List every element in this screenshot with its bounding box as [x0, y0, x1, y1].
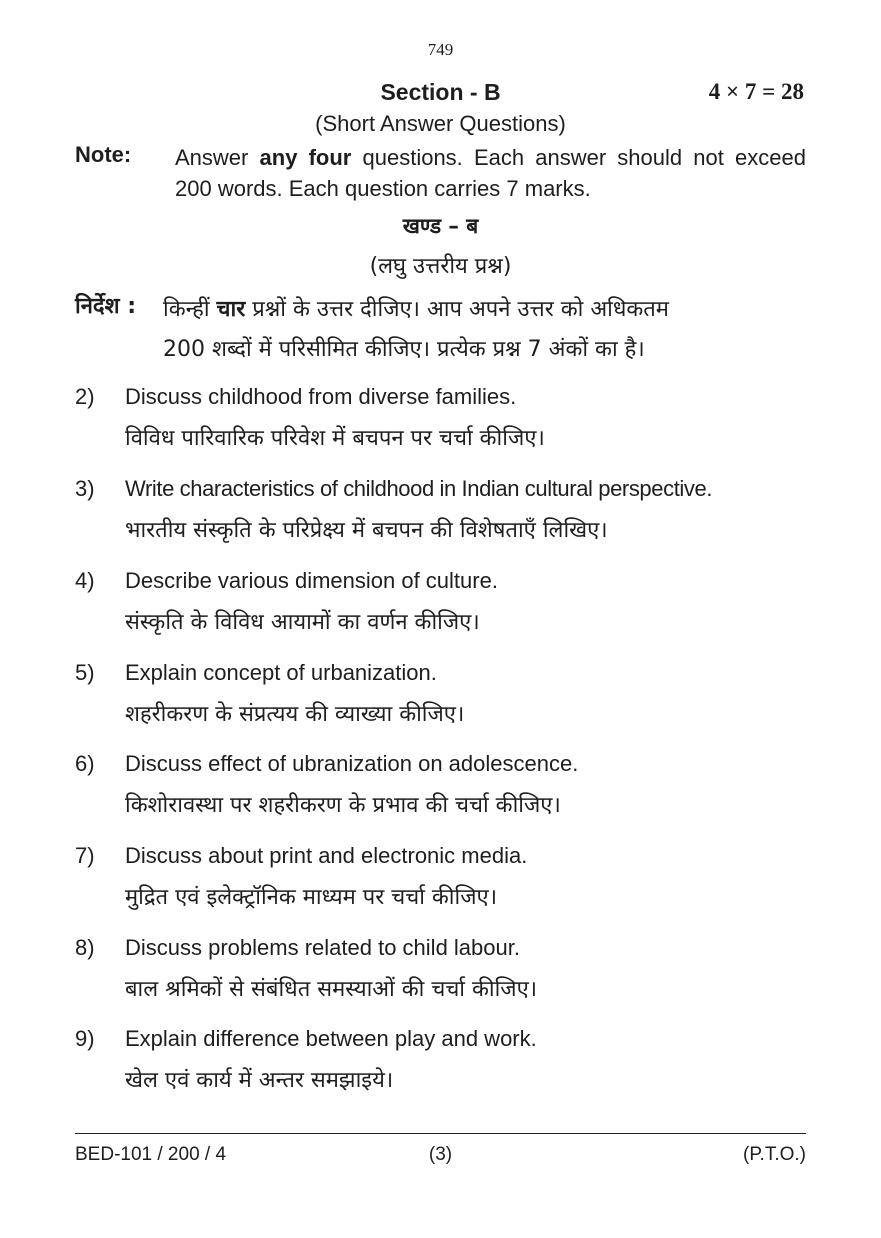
question-number: 8) — [75, 935, 95, 960]
question-hindi: संस्कृति के विविध आयामों का वर्णन कीजिए। — [125, 610, 480, 635]
note-label: Note: — [75, 142, 132, 167]
question-english: Discuss effect of ubranization on adolescence. — [125, 751, 579, 776]
hindi-section-title: खण्ड – ब — [402, 214, 479, 238]
question-hindi: बाल श्रमिकों से संबंधित समस्याओं की चर्चा कीजिए। — [125, 977, 538, 1002]
question-number: 6) — [75, 751, 95, 776]
question-english: Explain difference between play and work. — [125, 1026, 537, 1051]
section-title: Section - B — [380, 79, 501, 105]
note-text — [175, 142, 806, 204]
footer-page-number: (3) — [428, 1144, 453, 1165]
hindi-note-text — [163, 290, 806, 370]
footer-pto: (P.T.O.) — [743, 1144, 806, 1165]
question-number: 4) — [75, 568, 95, 593]
question-hindi: शहरीकरण के संप्रत्यय की व्याख्या कीजिए। — [125, 702, 465, 727]
section-marks: 4 × 7 = 28 — [708, 79, 804, 104]
question-number: 9) — [75, 1026, 95, 1051]
hindi-note-line2: 200 शब्दों में परिसीमित कीजिए। प्रत्येक प्रश्न 7 अंकों का है। — [163, 337, 645, 362]
question-english: Describe various dimension of culture. — [125, 568, 498, 593]
note-text-bold: any four — [259, 145, 352, 170]
hindi-note-label: निर्देश : — [75, 294, 137, 319]
question-english: Discuss childhood from diverse families. — [125, 384, 517, 409]
question-hindi: भारतीय संस्कृति के परिप्रेक्ष्य में बचपन की विशेषताएँ लिखिए। — [125, 518, 608, 543]
hindi-note-pre: किन्हीं — [163, 297, 217, 322]
note-text-post: questions. Each answer should not exceed 200 words. Each question carries 7 marks. — [175, 145, 806, 201]
question-english: Discuss about print and electronic media. — [125, 843, 528, 868]
question-hindi: खेल एवं कार्य में अन्तर समझाइये। — [125, 1068, 394, 1093]
question-number: 5) — [75, 660, 95, 685]
hindi-note-bold: चार — [216, 297, 246, 322]
question-english: Write characteristics of childhood in Indian cultural perspective. — [125, 476, 713, 501]
question-english: Discuss problems related to child labour. — [125, 935, 520, 960]
footer-divider — [75, 1133, 806, 1134]
question-number: 7) — [75, 843, 95, 868]
question-english: Explain concept of urbanization. — [125, 660, 437, 685]
note-text-pre: Answer — [175, 145, 260, 170]
footer-course-code: BED-101 / 200 / 4 — [75, 1144, 227, 1165]
question-number: 2) — [75, 384, 95, 409]
question-hindi: किशोरावस्था पर शहरीकरण के प्रभाव की चर्चा कीजिए। — [125, 793, 561, 818]
question-number: 3) — [75, 476, 95, 501]
section-subtitle: (Short Answer Questions) — [315, 111, 566, 136]
question-hindi: मुद्रित एवं इलेक्ट्रॉनिक माध्यम पर चर्चा कीजिए। — [125, 885, 498, 910]
question-hindi: विविध पारिवारिक परिवेश में बचपन पर चर्चा कीजिए। — [125, 426, 545, 451]
hindi-note-post: प्रश्नों के उत्तर दीजिए। आप अपने उत्तर को अधिकतम — [245, 297, 669, 322]
page-number: 749 — [427, 40, 454, 59]
hindi-section-subtitle: (लघु उत्तरीय प्रश्न) — [369, 254, 512, 279]
